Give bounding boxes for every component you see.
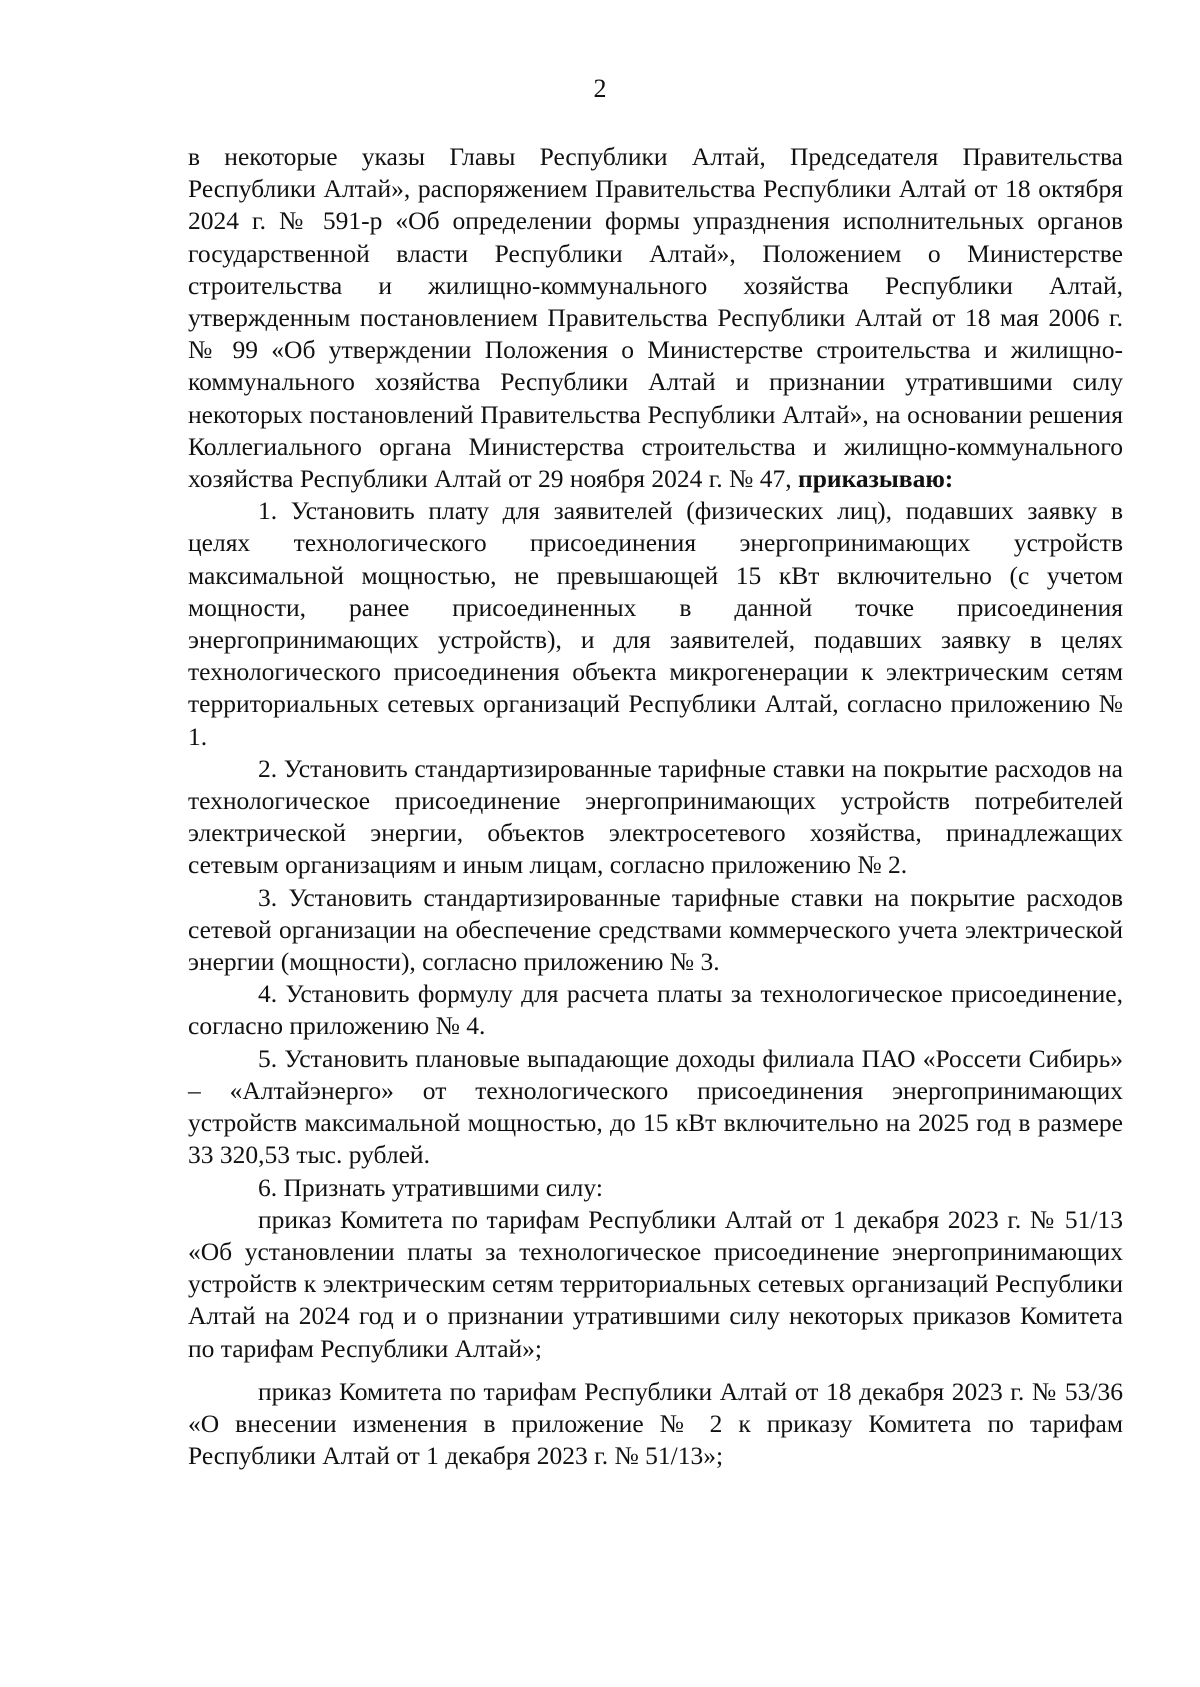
repealed-order-2: приказ Комитета по тарифам Республики Алтай от 18 декабря 2023 г. № 53/36 «О внесении изменения в приложение № 2 к приказу Комитета по тарифам Республики Алтай от 1 декабря 2023 г. № 51/13»; [188,1376,1123,1471]
intro-paragraph [188,141,1123,495]
repealed-order-1: приказ Комитета по тарифам Республики Алтай от 1 декабря 2023 г. № 51/13 «Об установлении платы за технологическое присоединение энергопринимающих устройств к электрическим сетям территориальных сетевых организаций Республики Алтай на 2024 год и о признании утратившими силу некоторых приказов Комитета по тарифам Республики Алтай»; [188,1204,1123,1363]
order-item-5: 5. Установить плановые выпадающие доходы филиала ПАО «Россети Сибирь» – «Алтайэнерго» от технологического присоединения энергопринимающих устройств максимальной мощностью, до 15 кВт включительно на 2025 год в размере 33 320,53 тыс. рублей. [188,1043,1123,1170]
order-item-6: 6. Признать утратившими силу: [258,1172,603,1202]
order-word: приказываю: [798,464,954,494]
order-item-2: 2. Установить стандартизированные тарифные ставки на покрытие расходов на технологическое присоединение энергопринимающих устройств потребителей электрической энергии, объектов электросетевого хозяйства, принадлежащих сетевым организациям и иным лицам, согласно приложению № 2. [188,753,1123,880]
page-number: 2 [593,74,607,103]
intro-text: в некоторые указы Главы Республики Алтай, Председателя Правительства Республики Алтай», распоряжением Правительства Республики Алтай от 18 октября 2024 г. № 591-р «Об определении формы упразднения исполнительных органов государственной власти Республики Алтай», Положением о Министерстве строительства и жилищно-коммунального хозяйства Республики Алтай, утвержденным постановлением Правительства Республики Алтай от 18 мая 2006 г. № 99 «Об утверждении Положения о Министерстве строительства и жилищно-коммунального хозяйства Республики Алтай и признании утратившими силу некоторых постановлений Правительства Республики Алтай», на основании решения Коллегиального органа Министерства строительства и жилищно-коммунального хозяйства Республики Алтай от 29 ноября 2024 г. № 47, [188,142,1123,494]
order-item-1: 1. Установить плату для заявителей (физических лиц), подавших заявку в целях технологического присоединения энергопринимающих устройств максимальной мощностью, не превышающей 15 кВт включительно (с учетом мощности, ранее присоединенных в данной точке присоединения энергопринимающих устройств), и для заявителей, подавших заявку в целях технологического присоединения объекта микрогенерации к электрическим сетям территориальных сетевых организаций Республики Алтай, согласно приложению № 1. [188,496,1123,751]
document-body [188,141,1123,1472]
order-item-4: 4. Установить формулу для расчета платы за технологическое присоединение, согласно приложению № 4. [188,979,1123,1041]
order-item-3: 3. Установить стандартизированные тарифные ставки на покрытие расходов сетевой организации на обеспечение средствами коммерческого учета электрической энергии (мощности), согласно приложению № 3. [188,882,1123,977]
